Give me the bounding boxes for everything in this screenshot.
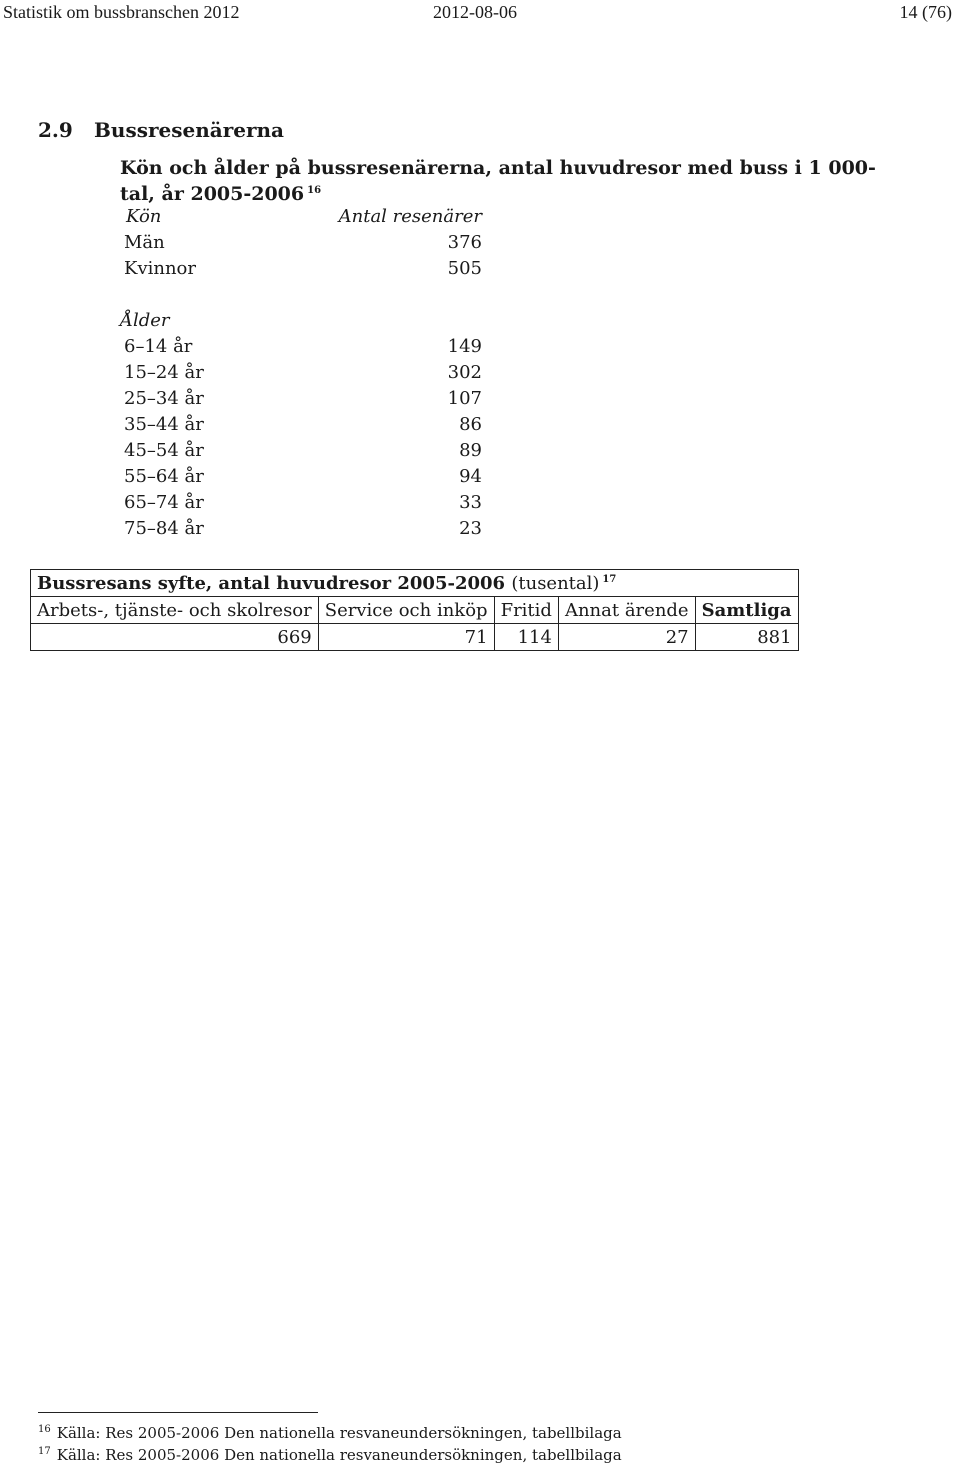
gender-row	[124, 256, 482, 282]
gender-value: 376	[447, 232, 482, 253]
age-value: 89	[459, 440, 482, 461]
table2-header-row	[31, 597, 799, 624]
age-value: 94	[459, 466, 482, 487]
table2-value-cell: 27	[558, 624, 695, 651]
age-row	[124, 516, 482, 542]
age-header-row	[120, 308, 478, 334]
table2-value-cell-total: 881	[695, 624, 798, 651]
footnote-ref-16[interactable]: 16	[307, 184, 322, 196]
age-header: Ålder	[120, 310, 170, 331]
page-header-title: Statistik om bussbranschen 2012	[3, 2, 240, 22]
page-number: 14 (76)	[899, 2, 952, 22]
age-label: 25–34 år	[124, 388, 204, 409]
page-header-date: 2012-08-06	[433, 2, 517, 22]
table2-value-cell: 114	[494, 624, 558, 651]
age-value: 23	[459, 518, 482, 539]
trip-purpose-table	[30, 569, 799, 651]
table2-title-text: Bussresans syfte, antal huvudresor 2005-2006	[37, 572, 506, 594]
age-label: 15–24 år	[124, 362, 204, 383]
footnote-16	[38, 1424, 622, 1442]
table2-value-cell: 71	[318, 624, 494, 651]
table2-value-cell: 669	[31, 624, 319, 651]
section-number: 2.9	[38, 118, 73, 142]
footnote-text: Källa: Res 2005-2006 Den nationella resvaneundersökningen, tabellbilaga	[56, 1424, 622, 1442]
table2-header-cell: Service och inköp	[318, 597, 494, 624]
age-row	[124, 464, 482, 490]
age-value: 149	[447, 336, 482, 357]
table2-title-unit: (tusental)	[511, 572, 600, 594]
table2-value-row	[31, 624, 799, 651]
footnote-divider	[38, 1412, 318, 1413]
gender-row	[124, 230, 482, 256]
value-header: Antal resenärer	[338, 206, 482, 227]
age-value: 107	[447, 388, 482, 409]
age-row	[124, 438, 482, 464]
gender-header-row	[124, 204, 482, 230]
footnote-text: Källa: Res 2005-2006 Den nationella resvaneundersökningen, tabellbilaga	[56, 1446, 622, 1464]
age-label: 75–84 år	[124, 518, 204, 539]
gender-label: Män	[124, 232, 165, 253]
age-row	[124, 412, 482, 438]
table2-title-row	[31, 570, 799, 597]
gender-value: 505	[447, 258, 482, 279]
age-row	[124, 360, 482, 386]
age-label: 65–74 år	[124, 492, 204, 513]
gender-label: Kvinnor	[124, 258, 196, 279]
table2-header-cell-total: Samtliga	[695, 597, 798, 624]
age-value: 33	[459, 492, 482, 513]
table2-header-cell: Annat ärende	[558, 597, 695, 624]
table2-title	[31, 570, 799, 597]
table1-title	[120, 155, 900, 207]
section-heading	[38, 118, 284, 142]
age-label: 35–44 år	[124, 414, 204, 435]
footnote-17	[38, 1446, 622, 1464]
footnote-ref-17[interactable]: 17	[602, 573, 617, 585]
section-title: Bussresenärerna	[94, 118, 285, 142]
table2-header-cell: Arbets-, tjänste- och skolresor	[31, 597, 319, 624]
footnote-number: 17	[38, 1446, 51, 1457]
age-row	[124, 490, 482, 516]
age-row	[124, 334, 482, 360]
age-value: 302	[447, 362, 482, 383]
age-label: 55–64 år	[124, 466, 204, 487]
age-label: 45–54 år	[124, 440, 204, 461]
gender-header: Kön	[126, 206, 162, 227]
age-value: 86	[459, 414, 482, 435]
age-row	[124, 386, 482, 412]
table2-header-cell: Fritid	[494, 597, 558, 624]
table1-title-text: Kön och ålder på bussresenärerna, antal huvudresor med buss i 1 000-tal, år 2005-2006	[120, 157, 876, 205]
footnote-number: 16	[38, 1424, 51, 1435]
age-label: 6–14 år	[124, 336, 193, 357]
